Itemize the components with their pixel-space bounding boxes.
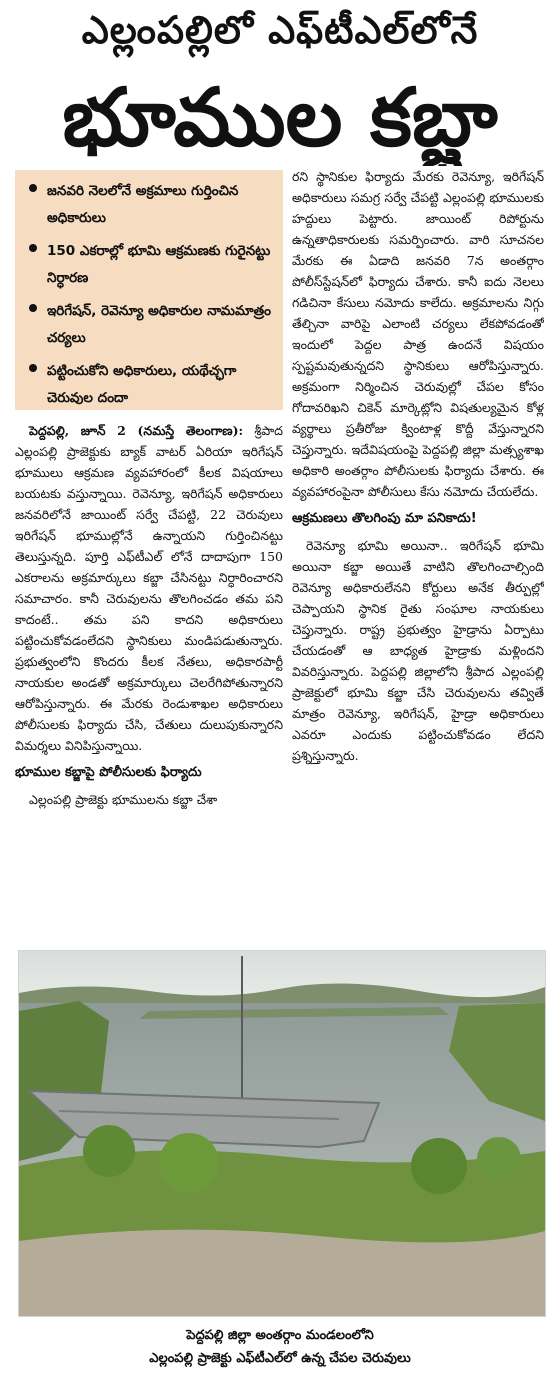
bullet-icon xyxy=(29,364,37,372)
highlight-item xyxy=(27,298,275,352)
article-kicker: ఎల్లంపల్లిలో ఎఫ్‌టీఎల్‌లోనే xyxy=(81,8,479,52)
highlight-item xyxy=(27,238,275,292)
body-paragraph: ఎల్లంపల్లి ప్రాజెక్టు భూములను కబ్జా చేశా xyxy=(29,792,218,807)
caption-line: ఎల్లంపల్లి ప్రాజెక్టు ఎఫ్‌టీఎల్‌లో ఉన్న చేపల చెరువులు xyxy=(149,1351,411,1366)
body-text: శ్రీపాద ఎల్లంపల్లి ప్రాజెక్టుకు బ్యాక్ వాటర్ ఏరియా ఇరిగేషన్ భూములు ఆక్రమణ వ్యవహారంలో కీలక విషయాలు బయటకు వస్తున్నాయి. రెవెన్యూ, ఇరిగేషన్ అధికారులు జనవరిలోనే జాయింట్ సర్వే చేపట్టి, 22 చెరువులు ఇరిగేషన్ భూముల్లోనే ఉన్నాయని గుర్తించినట్టు తెలుస్తున్నది. పూర్తి ఎఫ్‌టీఎల్ లోనే దాదాపుగా 150 ఎకరాలను అక్రమార్కులు కబ్జా చేసినట్టు నిర్ధారించారని సమాచారం. కానీ చెరువులను తొలగించడం తమ పని కాదంటే.. తమ పని కాదని అధికారులు పట్టించుకోవడంలేదని స్థానికులు మండిపడుతున్నారు. ప్రభుత్వంలోని కొందరు కీలక నేతలు, అధికారపార్టీ నాయకుల అండతో అక్రమార్కులు చెలరేగిపోతున్నారని ఆరోపిస్తున్నారు. ఈ మేరకు రెండుశాఖల అధికారులు పోలీసులకు ఫిర్యాదు చేసి, చేతులు దులుపుకున్నారని విమర్శలు వినిపిస్తున్నాయి. xyxy=(15,423,283,753)
body-paragraph: రని స్థానికుల ఫిర్యాదు మేరకు రెవెన్యూ, ఇరిగేషన్ అధికారులు సమగ్ర సర్వే చేపట్టి ఎల్లంపల్లి భూములకు హద్దులు పెట్టారు. జాయింట్ రిపోర్టును ఉన్నతాధికారులకు సమర్పించారు. వారి సూచనల మేరకు ఈ ఏడాది జనవరి 7న అంతర్గాం పోలీస్‌స్టేషన్‌లో ఫిర్యాదు చేశారు. కానీ ఐదు నెలలు గడిచినా కేసులు నమోదు కాలేదు. అక్రమాలను నిగ్గు తేల్చినా వారిపై ఎలాంటి చర్యలు లేకపోవడంతో ఇందులో పెద్దల పాత్ర ఉందనే విషయం స్పష్టమవుతున్నదని స్థానికులు ఆరోపిస్తున్నారు. అక్రమంగా నిర్మించిన చెరువుల్లో చేపల కోసం గోదావరిఖని చికెన్ మార్కెట్లోని విషతుల్యమైన కోళ్ల వ్యర్థాలు ప్రతీరోజు క్వింటాళ్ల కొద్దీ వేస్తున్నారని చెప్తున్నారు. ఇదేవిషయంపై పెద్దపల్లి జిల్లా మత్స్యశాఖ అధికారి అంతర్గాం పోలీసులకు ఫిర్యాదు చేశారు. ఈ వ్యవహారంపైనా పోలీసులు కేసు నమోదు చేయలేదు. xyxy=(292,169,544,499)
fish-pond-photo xyxy=(18,950,546,1317)
caption-line: పెద్దపల్లి జిల్లా అంతర్గాం మండలంలోని xyxy=(186,1328,374,1343)
subhead: భూముల కబ్జాపై పోలీసులకు ఫిర్యాదు xyxy=(15,765,202,780)
bullet-icon xyxy=(29,184,37,192)
subhead: ఆక్రమణలు తొలగింపు మా పనికాదు! xyxy=(292,511,477,526)
pond-illustration xyxy=(19,951,545,1316)
highlight-text: పట్టించుకోని అధికారులు, యథేచ్ఛగా చెరువుల దందా xyxy=(47,363,237,406)
highlight-item xyxy=(27,178,275,232)
highlight-item xyxy=(27,358,275,412)
body-paragraph xyxy=(15,420,283,756)
dateline: పెద్దపల్లి, జూన్ 2 (నమస్తే తెలంగాణ): xyxy=(29,423,244,438)
highlight-text: ఇరిగేషన్, రెవెన్యూ అధికారుల నామమాత్రం చర్యలు xyxy=(47,303,271,346)
bullet-icon xyxy=(29,304,37,312)
photo-caption xyxy=(60,1324,500,1370)
bullet-icon xyxy=(29,244,37,252)
article-headline: భూముల కబ్జా xyxy=(62,71,498,164)
left-column xyxy=(15,420,283,942)
body-paragraph: రెవెన్యూ భూమి అయినా.. ఇరిగేషన్ భూమి అయినా కబ్జా అయితే వాటిని తొలగించాల్సింది రెవెన్యూ అధికారులేనని కోర్టులు అనేక తీర్పుల్లో చెప్పాయని స్థానిక రైతు సంఘాల నాయకులు చెప్తున్నారు. రాష్ట్ర ప్రభుత్వం హైడ్రాను ఏర్పాటు చేయడంతో ఆ బాధ్యత హైడ్రాకు మళ్లిందని వివరిస్తున్నారు. పెద్దపల్లి జిల్లాలోని శ్రీపాద ఎల్లంపల్లి ప్రాజెక్టులో భూమి కబ్జా చేసి చెరువులను తవ్వితే మాత్రం రెవెన్యూ, ఇరిగేషన్, హైడ్రా అధికారులు ఎవరూ ఎందుకు పట్టించుకోవడం లేదని ప్రశ్నిస్తున్నారు. xyxy=(292,538,544,763)
right-column xyxy=(292,166,544,942)
highlight-text: 150 ఎకరాల్లో భూమి ఆక్రమణకు గురైనట్టు నిర్ధారణ xyxy=(47,243,271,286)
highlight-text: జనవరి నెలలోనే అక్రమాలు గుర్తించిన అధికారులు xyxy=(47,183,239,226)
highlights-box xyxy=(15,170,283,410)
